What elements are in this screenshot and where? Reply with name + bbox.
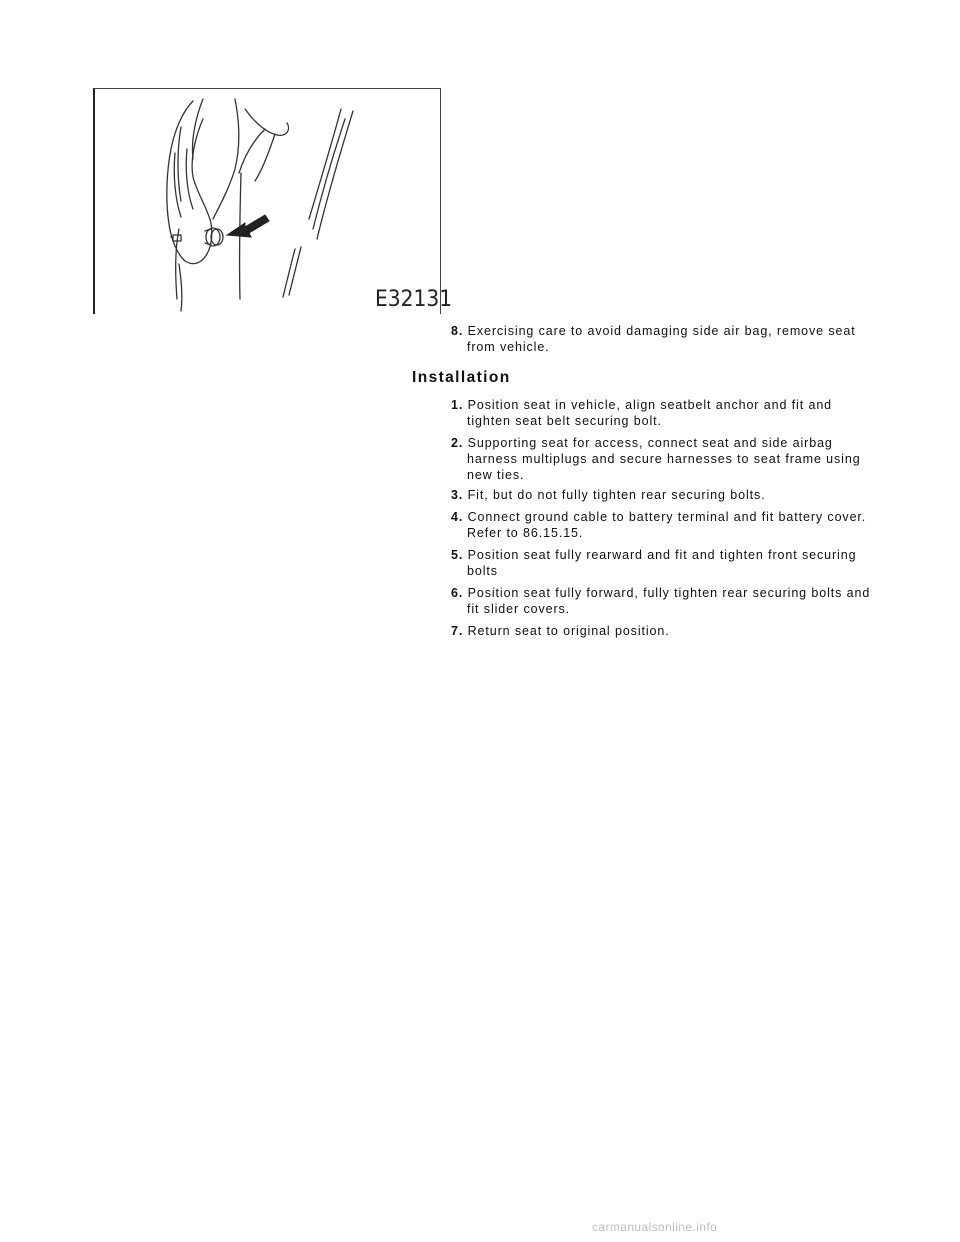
step-text-continued: harness multiplugs and secure harnesses to seat frame using [467,452,861,466]
removal-step-8 [451,323,881,355]
step-text-continued: tighten seat belt securing bolt. [467,414,662,428]
installation-heading: Installation [412,369,511,386]
step-text: Supporting seat for access, connect seat and side airbag [467,436,833,450]
step-text: Position seat fully rearward and fit and tighten front securing [467,548,857,562]
step-text: Connect ground cable to battery terminal and fit battery cover. [467,510,867,524]
step-number: 8. [451,324,464,338]
step-number: 6. [451,586,464,600]
step-number: 3. [451,488,464,502]
step-number: 4. [451,510,464,524]
step-text: Exercising care to avoid damaging side air bag, remove seat [467,324,856,338]
step-text: Position seat fully forward, fully tighten rear securing bolts and [467,586,871,600]
step-number: 1. [451,398,464,412]
figure-label: E32131 [375,287,453,312]
footer-watermark-link[interactable]: carmanualsonline.info [592,1220,718,1234]
step-text-continued: bolts [467,564,498,578]
illustration-frame [93,88,453,314]
installation-step-3 [451,487,881,503]
seat-bolt-illustration [95,89,441,315]
installation-step-6 [451,585,881,617]
step-number: 5. [451,548,464,562]
step-text-continued: from vehicle. [467,340,550,354]
step-text-continued: fit slider covers. [467,602,571,616]
installation-step-1 [451,397,881,429]
step-number: 2. [451,436,464,450]
step-text: Return seat to original position. [467,624,670,638]
step-text: Fit, but do not fully tighten rear securing bolts. [467,488,766,502]
installation-step-7 [451,623,881,639]
step-text-continued: Refer to 86.15.15. [467,526,584,540]
installation-step-4 [451,509,881,541]
step-text-continued: new ties. [467,468,525,482]
installation-step-2 [451,435,881,483]
step-text: Position seat in vehicle, align seatbelt anchor and fit and [467,398,833,412]
installation-step-5 [451,547,881,579]
step-number: 7. [451,624,464,638]
